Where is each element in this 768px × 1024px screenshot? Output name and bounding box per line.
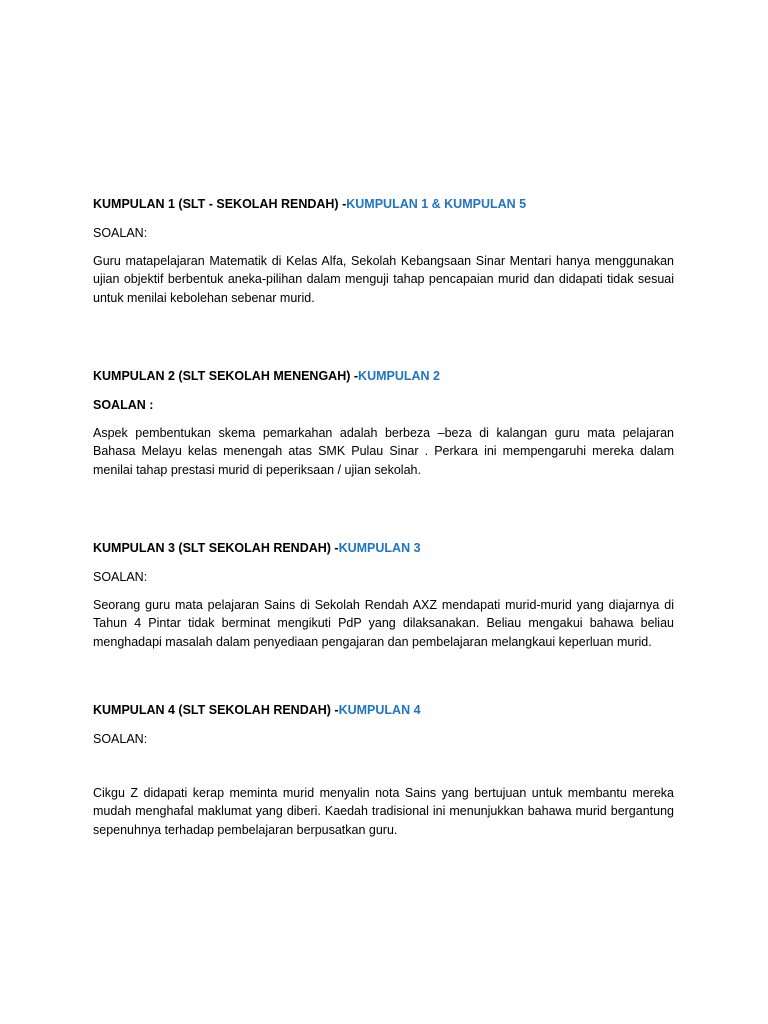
group-1-heading-accent: KUMPULAN 1 & KUMPULAN 5: [346, 197, 527, 211]
group-2-heading: [93, 368, 674, 385]
group-4-section: [93, 702, 674, 839]
group-2-question-label: SOALAN :: [93, 398, 154, 412]
group-1-heading: [93, 196, 674, 213]
group-4-heading: [93, 702, 674, 719]
group-4-heading-text: KUMPULAN 4 (SLT SEKOLAH RENDAH) -: [93, 703, 339, 717]
group-1-question-text: Guru matapelajaran Matematik di Kelas Alfa, Sekolah Kebangsaan Sinar Mentari hanya menggunakan ujian objektif berbentuk aneka-pilihan dalam menguji tahap pencapaian murid dan didapati tidak sesuai untuk menilai kebolehan sebenar murid.: [93, 254, 674, 305]
group-1-section: [93, 196, 674, 307]
group-3-question-text: Seorang guru mata pelajaran Sains di Sekolah Rendah AXZ mendapati murid-murid yang diajarnya di Tahun 4 Pintar tidak berminat mengikuti PdP yang dilaksanakan. Beliau mengakui bahawa beliau menghadapi masalah dalam penyediaan pengajaran dan pembelajaran melangkaui keperluan murid.: [93, 598, 674, 649]
group-4-question-text: Cikgu Z didapati kerap meminta murid menyalin nota Sains yang bertujuan untuk membantu mereka mudah menghafal maklumat yang diberi. Kaedah tradisional ini menunjukkan bahawa murid bergantung sepenuhnya terhadap pembelajaran berpusatkan guru.: [93, 786, 674, 837]
group-3-heading-accent: KUMPULAN 3: [338, 541, 421, 555]
group-3-heading: [93, 540, 674, 557]
group-2-heading-accent: KUMPULAN 2: [358, 369, 440, 383]
group-2-heading-text: KUMPULAN 2 (SLT SEKOLAH MENENGAH) -: [93, 369, 359, 383]
group-1-heading-text: KUMPULAN 1 (SLT - SEKOLAH RENDAH) -: [93, 197, 347, 211]
group-4-question-label: SOALAN:: [93, 732, 148, 746]
group-3-question-label: SOALAN:: [93, 570, 148, 584]
group-3-heading-text: KUMPULAN 3 (SLT SEKOLAH RENDAH) -: [93, 541, 339, 555]
group-3-section: [93, 540, 674, 651]
group-4-heading-accent: KUMPULAN 4: [338, 703, 421, 717]
group-1-question-label: SOALAN:: [93, 226, 148, 240]
group-2-section: [93, 368, 674, 479]
group-2-question-text: Aspek pembentukan skema pemarkahan adalah berbeza –beza di kalangan guru mata pelajaran Bahasa Melayu kelas menengah atas SMK Pulau Sinar . Perkara ini mempengaruhi mereka dalam menilai tahap prestasi murid di peperiksaan / ujian sekolah.: [93, 426, 674, 477]
